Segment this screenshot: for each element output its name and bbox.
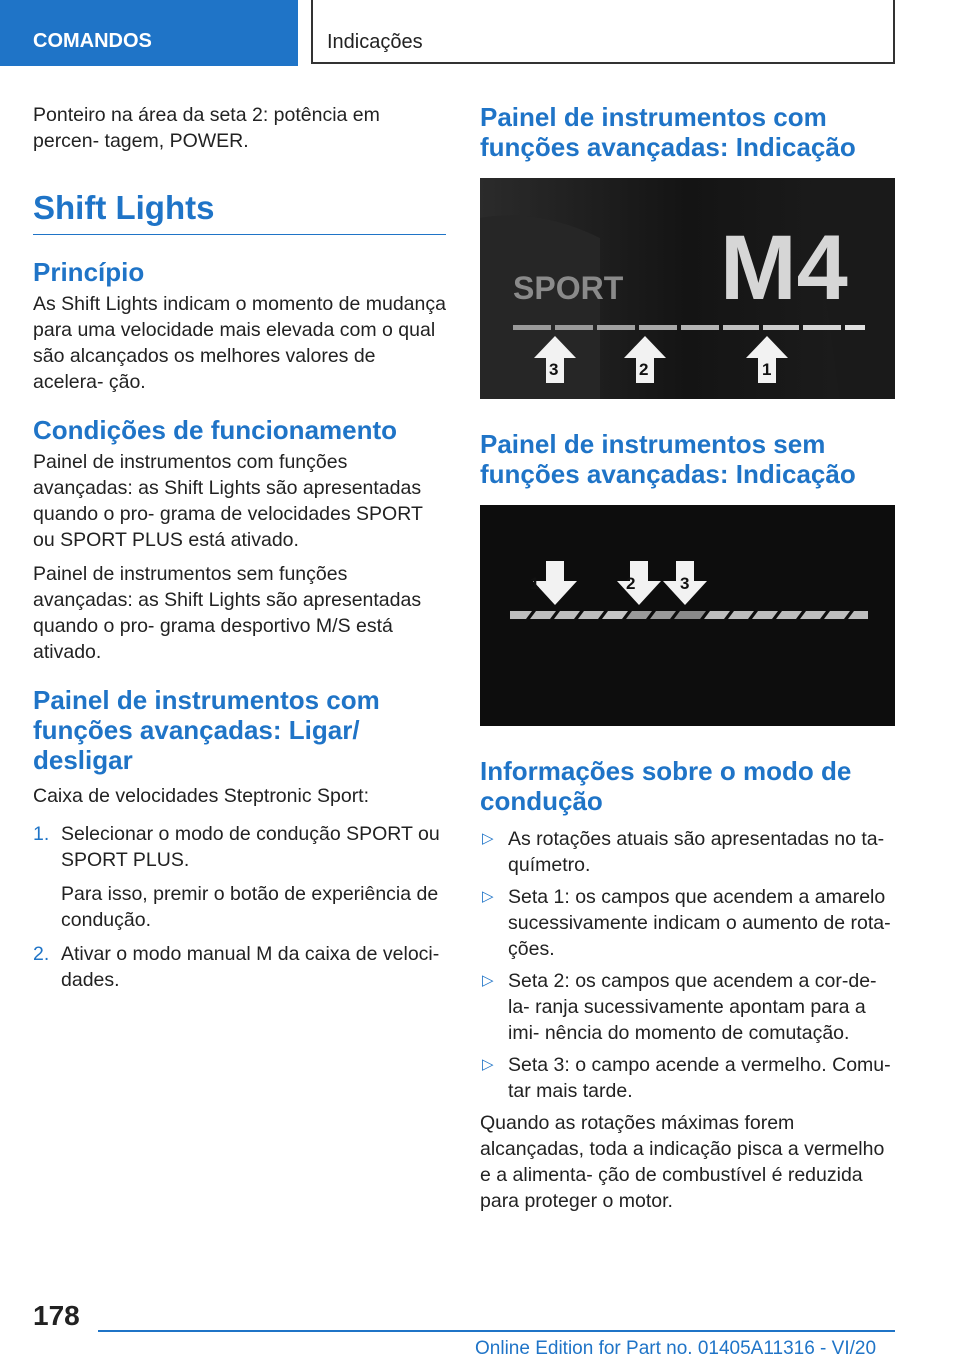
step-note: Para isso, premir o botão de experiência de condução. bbox=[61, 883, 439, 931]
onoff-intro: Caixa de velocidades Steptronic Sport: bbox=[33, 785, 370, 807]
intro-text: Ponteiro na área da seta 2: potência em percen‐ tagem, POWER. bbox=[33, 104, 380, 152]
fig1-heading: Painel de instrumentos com funções avançadas: Indicação bbox=[480, 102, 856, 162]
info-bullets bbox=[480, 826, 895, 1104]
conditions-text-1: Painel de instrumentos com funções avançadas: as Shift Lights são apresentadas quando o pro‐ grama de velocidades SPORT ou SPORT PLUS está ativado. bbox=[33, 451, 423, 551]
page-title: Shift Lights bbox=[33, 188, 446, 235]
bullet-text: Seta 3: o campo acende a vermelho. Comu‐ tar mais tarde. bbox=[508, 1054, 891, 1102]
triangle-bullet-icon: ▷ bbox=[482, 972, 494, 989]
standard-display-illustration bbox=[480, 505, 895, 726]
figure-standard-display bbox=[480, 505, 895, 726]
arrow-number: 1 bbox=[530, 574, 540, 593]
bullet-text: Seta 1: os campos que acendem a amarelo sucessivamente indicam o aumento de rota‐ ções. bbox=[508, 886, 891, 960]
section-tab: Indicações bbox=[311, 0, 895, 64]
arrow-number: 2 bbox=[626, 574, 636, 593]
shift-light-bar bbox=[513, 325, 865, 330]
fig2-heading: Painel de instrumentos sem funções avançadas: Indicação bbox=[480, 429, 856, 489]
onoff-heading: Painel de instrumentos com funções avançadas: Ligar/ desligar bbox=[33, 685, 380, 775]
conditions-text-2: Painel de instrumentos sem funções avançadas: as Shift Lights são apresentadas quando o pro‐ grama desportivo M/S está ativado. bbox=[33, 563, 422, 663]
list-item bbox=[480, 968, 895, 1046]
arrow-number: 3 bbox=[549, 360, 559, 379]
left-column bbox=[33, 102, 446, 993]
list-item bbox=[480, 826, 895, 878]
sport-label: SPORT bbox=[513, 270, 624, 306]
steps-list bbox=[33, 821, 446, 993]
chapter-tab: COMANDOS bbox=[0, 0, 298, 66]
list-item bbox=[480, 1052, 895, 1104]
closing-text: Quando as rotações máximas forem alcançadas, toda a indicação pisca a vermelho e a alimenta‐ ção de combustível é reduzida para proteger o motor. bbox=[480, 1112, 885, 1212]
step-item bbox=[33, 941, 446, 993]
footer-divider bbox=[98, 1330, 895, 1332]
list-item bbox=[480, 884, 895, 962]
arrow-number: 1 bbox=[762, 360, 772, 379]
step-text: Selecionar o modo de condução SPORT ou SPORT PLUS. bbox=[61, 823, 440, 871]
shift-light-segments bbox=[510, 611, 868, 619]
edition-info: Online Edition for Part no. 01405A11316 - VI/20 bbox=[475, 1338, 877, 1359]
info-heading: Informações sobre o modo de condução bbox=[480, 756, 852, 816]
arrow-number: 3 bbox=[680, 574, 690, 593]
triangle-bullet-icon: ▷ bbox=[482, 830, 494, 847]
bullet-text: Seta 2: os campos que acendem a cor-de-la‐ ranja sucessivamente apontam para a imi‐ nência do momento de comutação. bbox=[508, 970, 877, 1044]
figure-advanced-display bbox=[480, 178, 895, 399]
step-number: 1. bbox=[33, 823, 50, 845]
step-number: 2. bbox=[33, 943, 50, 965]
step-item bbox=[33, 821, 446, 933]
bullet-text: As rotações atuais são apresentadas no ta‐ químetro. bbox=[508, 828, 885, 876]
conditions-heading: Condições de funcionamento bbox=[33, 415, 398, 445]
principle-text: As Shift Lights indicam o momento de mudança para uma velocidade mais elevada com o qual são alcançados os melhores valores de acelera‐ ção. bbox=[33, 293, 446, 393]
page-number: 178 bbox=[33, 1300, 80, 1331]
triangle-bullet-icon: ▷ bbox=[482, 888, 494, 905]
advanced-display-illustration bbox=[480, 178, 895, 399]
step-text: Ativar o modo manual M da caixa de veloci‐ dades. bbox=[61, 943, 440, 991]
arrow-number: 2 bbox=[639, 360, 649, 379]
right-column bbox=[480, 102, 895, 1214]
m4-label: M4 bbox=[720, 217, 848, 319]
triangle-bullet-icon: ▷ bbox=[482, 1056, 494, 1073]
principle-heading: Princípio bbox=[33, 257, 145, 287]
